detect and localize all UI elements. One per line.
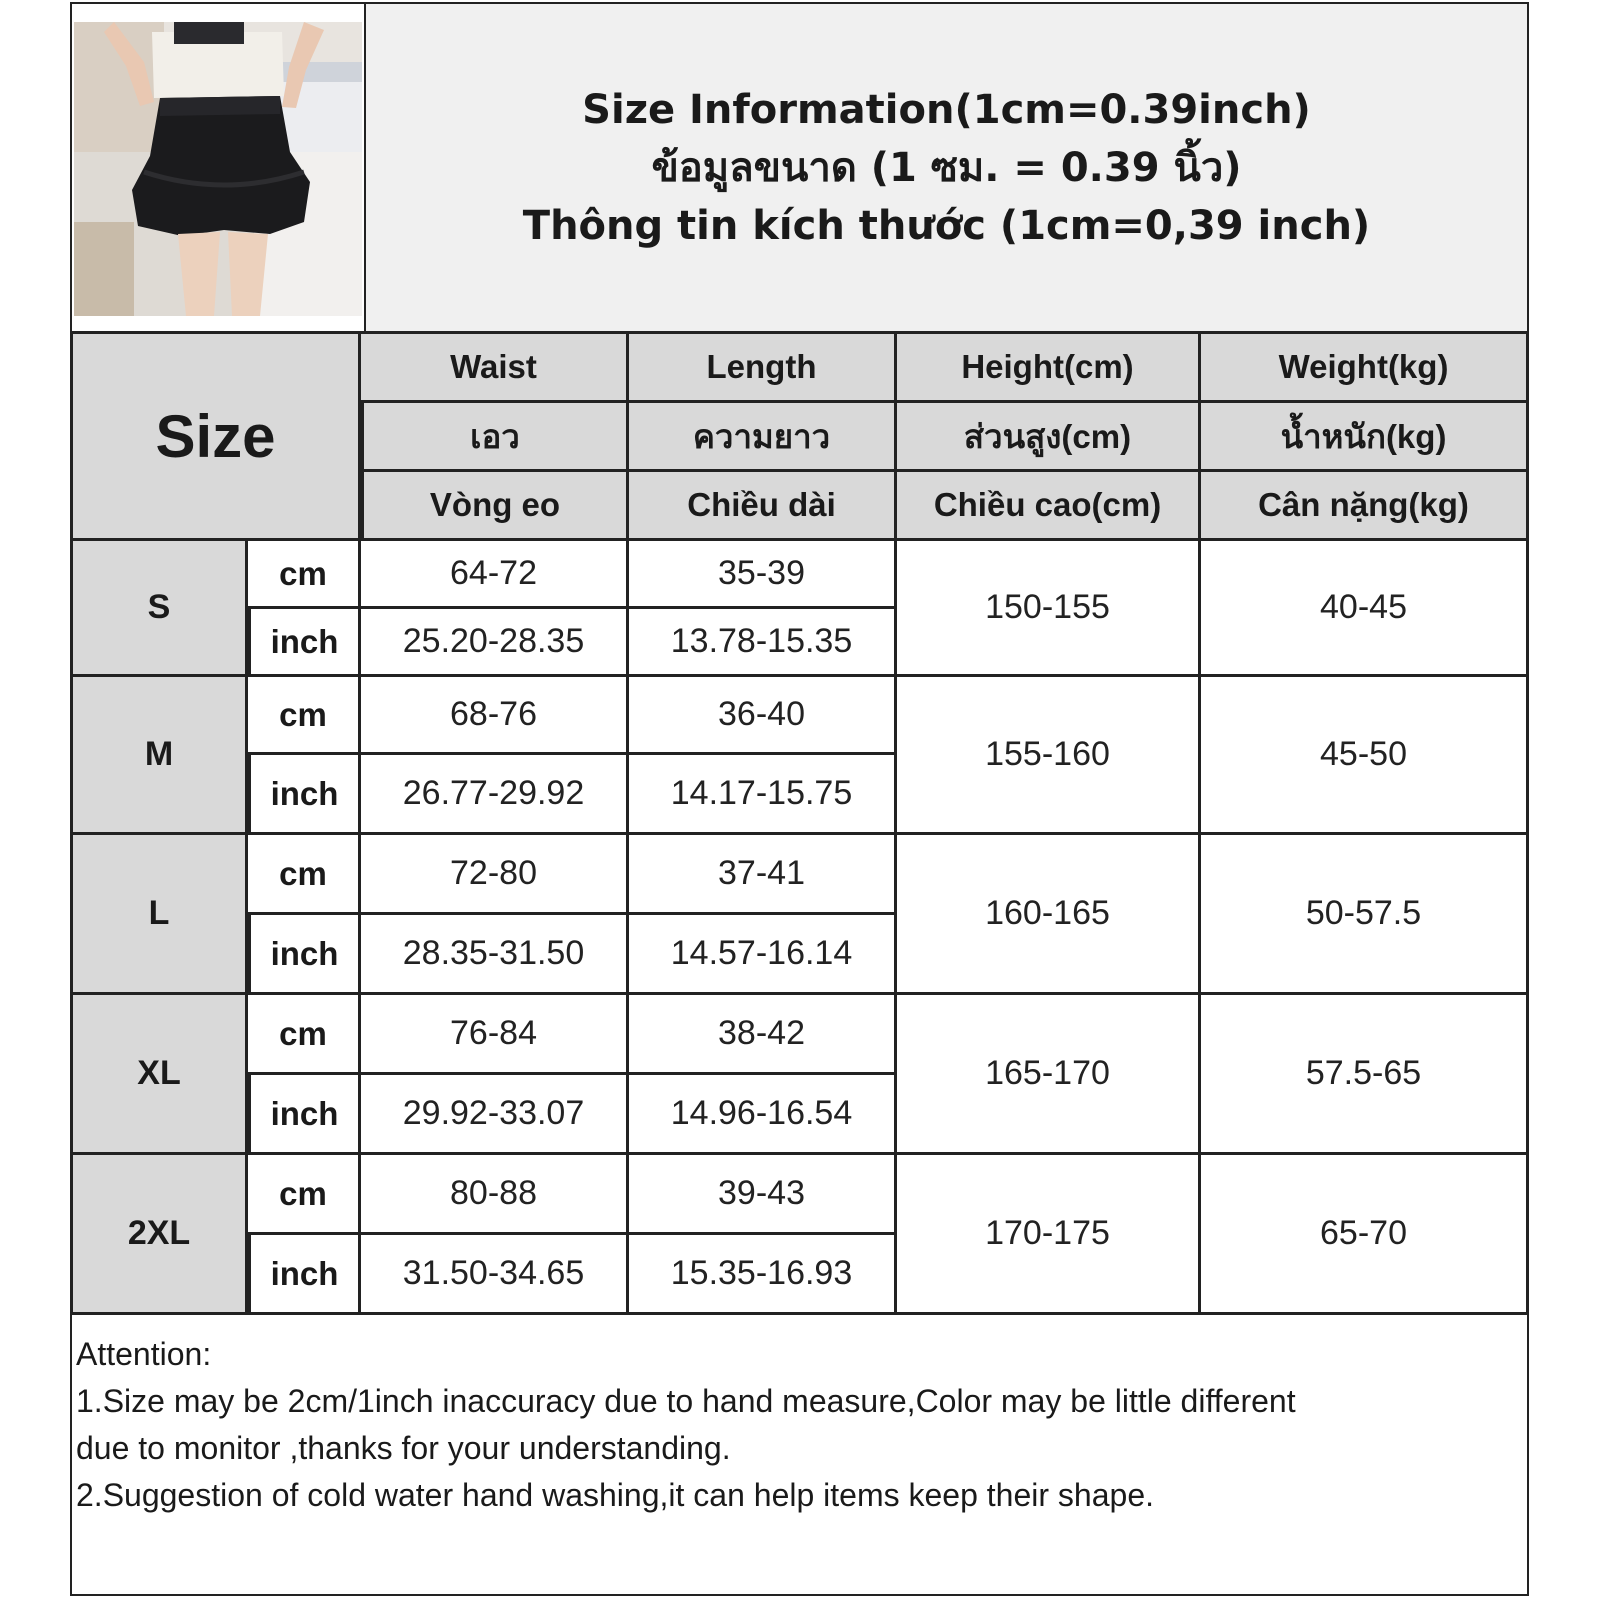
length-inch: 13.78-15.35: [629, 609, 897, 677]
height-range: 165-170: [897, 995, 1201, 1155]
size-label: L: [70, 835, 248, 995]
unit-cm: cm: [248, 541, 361, 609]
col-length-en: Length: [629, 334, 897, 403]
length-inch: 14.96-16.54: [629, 1075, 897, 1155]
unit-cm: cm: [248, 677, 361, 755]
col-length-th: ความยาว: [629, 403, 897, 472]
weight-range: 50-57.5: [1201, 835, 1529, 995]
weight-range: 40-45: [1201, 541, 1529, 677]
notes-line-2: due to monitor ,thanks for your understanding.: [76, 1430, 731, 1466]
col-waist-en: Waist: [361, 334, 629, 403]
col-waist-th: เอว: [361, 403, 629, 472]
size-label: 2XL: [70, 1155, 248, 1315]
unit-cm: cm: [248, 1155, 361, 1235]
table-row: [70, 835, 1529, 915]
waist-cm: 72-80: [361, 835, 629, 915]
waist-inch: 29.92-33.07: [361, 1075, 629, 1155]
weight-range: 65-70: [1201, 1155, 1529, 1315]
notes-title: Attention:: [76, 1336, 212, 1372]
unit-inch: inch: [248, 1075, 361, 1155]
unit-inch: inch: [248, 1235, 361, 1315]
unit-inch: inch: [248, 915, 361, 995]
col-height-vi: Chiều cao(cm): [897, 472, 1201, 541]
weight-range: 57.5-65: [1201, 995, 1529, 1155]
unit-cm: cm: [248, 995, 361, 1075]
waist-cm: 76-84: [361, 995, 629, 1075]
waist-inch: 28.35-31.50: [361, 915, 629, 995]
waist-cm: 64-72: [361, 541, 629, 609]
header-title-english: Size Information(1cm=0.39inch): [582, 87, 1311, 133]
length-cm: 36-40: [629, 677, 897, 755]
size-label: M: [70, 677, 248, 835]
size-info-header: [364, 4, 1527, 332]
size-label: S: [70, 541, 248, 677]
col-length-vi: Chiều dài: [629, 472, 897, 541]
col-weight-vi: Cân nặng(kg): [1201, 472, 1529, 541]
size-table: [70, 334, 1529, 1315]
col-height-th: ส่วนสูง(cm): [897, 403, 1201, 472]
unit-inch: inch: [248, 755, 361, 835]
length-inch: 15.35-16.93: [629, 1235, 897, 1315]
height-range: 160-165: [897, 835, 1201, 995]
attention-notes: [76, 1331, 1516, 1519]
table-row: [70, 541, 1529, 609]
table-row: [70, 995, 1529, 1075]
waist-cm: 68-76: [361, 677, 629, 755]
product-photo: [74, 22, 362, 316]
unit-cm: cm: [248, 835, 361, 915]
table-row: [70, 1155, 1529, 1235]
height-range: 170-175: [897, 1155, 1201, 1315]
header-title-vietnamese: Thông tin kích thước (1cm=0,39 inch): [522, 203, 1371, 249]
header-title-thai: ข้อมูลขนาด (1 ซม. = 0.39 นิ้ว): [651, 145, 1242, 191]
length-cm: 35-39: [629, 541, 897, 609]
waist-inch: 25.20-28.35: [361, 609, 629, 677]
unit-inch: inch: [248, 609, 361, 677]
waist-cm: 80-88: [361, 1155, 629, 1235]
col-weight-th: น้ำหนัก(kg): [1201, 403, 1529, 472]
header-row-english: [70, 334, 1529, 403]
length-cm: 38-42: [629, 995, 897, 1075]
weight-range: 45-50: [1201, 677, 1529, 835]
length-inch: 14.57-16.14: [629, 915, 897, 995]
notes-line-1: 1.Size may be 2cm/1inch inaccuracy due to hand measure,Color may be little different: [76, 1383, 1296, 1419]
length-cm: 37-41: [629, 835, 897, 915]
size-column-header: Size: [70, 334, 361, 541]
col-height-en: Height(cm): [897, 334, 1201, 403]
notes-line-3: 2.Suggestion of cold water hand washing,it can help items keep their shape.: [76, 1477, 1154, 1513]
size-label: XL: [70, 995, 248, 1155]
length-inch: 14.17-15.75: [629, 755, 897, 835]
col-weight-en: Weight(kg): [1201, 334, 1529, 403]
table-row: [70, 677, 1529, 755]
col-waist-vi: Vòng eo: [361, 472, 629, 541]
length-cm: 39-43: [629, 1155, 897, 1235]
waist-inch: 31.50-34.65: [361, 1235, 629, 1315]
height-range: 150-155: [897, 541, 1201, 677]
height-range: 155-160: [897, 677, 1201, 835]
waist-inch: 26.77-29.92: [361, 755, 629, 835]
